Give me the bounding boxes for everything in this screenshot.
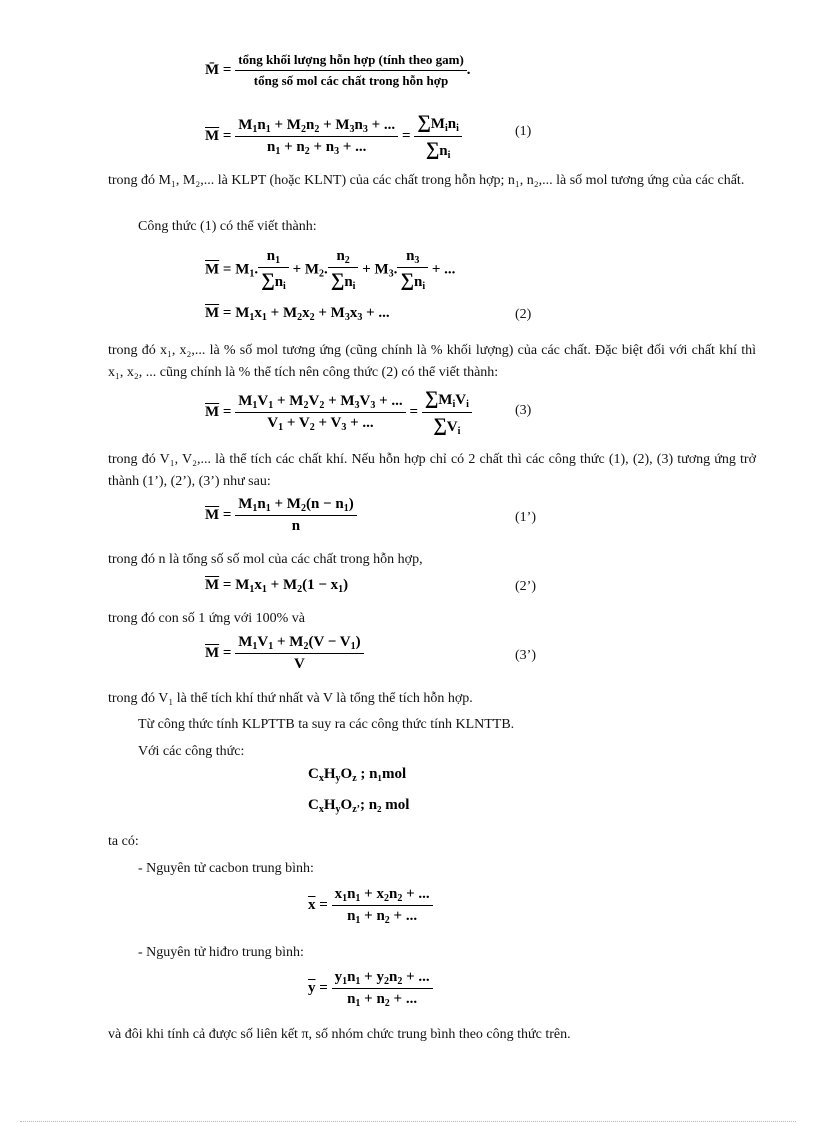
equation-x-bar: $\overline{x}$ = $\frac{x_1n_1 + x_2n_2 + ...}{n_1 + n_2 + ...}$ bbox=[308, 886, 433, 925]
paragraph-4: trong đó V₁, V₂,... là thể tích các chất khí. Nếu hỗn hợp chỉ có 2 chất thì các công thức (1), (2), (3) tương ứng trở thành (1’), (2’), (3’) như sau: bbox=[108, 452, 756, 489]
paragraph-3: trong đó x₁, x₂,... là % số mol tương ứng (cũng chính là % khối lượng) của các chất. Đặc biệt đối với chất khí thì x₁, x₂, ... cũng chính là % thể tích nên công thức (2) có thể viết thành: bbox=[108, 343, 756, 380]
paragraph-1: trong đó M₁, M₂,... là KLPT (hoặc KLNT) của các chất trong hỗn hợp; n₁, n₂,... là số mol tương ứng của các chất. bbox=[108, 173, 745, 188]
eq-3-prime-number: (3’) bbox=[515, 648, 536, 663]
eq-def-numerator: tổng khối lượng hỗn hợp (tính theo gam) bbox=[235, 52, 467, 71]
eq-def-lhs: M̄ = bbox=[205, 61, 232, 78]
formula-b: $C_xH_yO_{z’}$; n₂ mol bbox=[308, 797, 410, 815]
equation-3-prime: $\overline{M}$ = $\frac{M_1V_1 + M_2(V - V_1)}{V}$ bbox=[205, 634, 364, 673]
paragraph-8: Từ công thức tính KLPTTB ta suy ra các công thức tính KLNTTB. bbox=[138, 717, 515, 732]
equation-1-expanded: $\overline{M} = M_1$. $\frac{n_1}{\sum n_i}$ + $M_2$. $\frac{n_2}{\sum n_i}$ + $M_3$. $\frac{n_3}{\sum n_i}$ + ... bbox=[205, 248, 456, 292]
eq-def-period: . bbox=[466, 61, 471, 78]
paragraph-11: - Nguyên tử cacbon trung bình: bbox=[138, 861, 314, 876]
eq-1-number: (1) bbox=[515, 124, 532, 139]
eq-2-prime-number: (2’) bbox=[515, 579, 536, 594]
paragraph-13: và đôi khi tính cả được số liên kết π, số nhóm chức trung bình theo công thức trên. bbox=[108, 1027, 571, 1042]
equation-2-prime: $\overline{M} = M_1x_1 + M_2(1 - x_1)$ bbox=[205, 577, 349, 595]
paragraph-10: ta có: bbox=[108, 834, 139, 849]
paragraph-7: trong đó V₁ là thể tích khí thứ nhất và V là tổng thể tích hỗn hợp. bbox=[108, 691, 473, 706]
paragraph-2: Công thức (1) có thể viết thành: bbox=[138, 219, 317, 234]
equation-1: $\overline{M}$ = $\frac{M_1n_1 + M_2n_2 + M_3n_3 + ...}{n_1 + n_2 + n_3 + ...}$ = $\frac{\sum M_in_i}{\sum n_i}$ bbox=[205, 112, 462, 161]
paragraph-6: trong đó con số 1 ứng với 100% và bbox=[108, 611, 305, 626]
equation-definition bbox=[205, 52, 471, 89]
equation-1-prime: $\overline{M}$ = $\frac{M_1n_1 + M_2(n - n_1)}{n}$ bbox=[205, 496, 357, 535]
paragraph-12: - Nguyên tử hiđro trung bình: bbox=[138, 945, 304, 960]
paragraph-9: Với các công thức: bbox=[138, 744, 245, 759]
eq-def-denominator: tổng số mol các chất trong hỗn hợp bbox=[253, 73, 449, 88]
formula-a-mol: ; n₁mol bbox=[360, 766, 407, 782]
eq-1-prime-number: (1’) bbox=[515, 510, 536, 525]
eq-2-number: (2) bbox=[515, 307, 532, 322]
equation-3: $\overline{M}$ = $\frac{M_1V_1 + M_2V_2 + M_3V_3 + ...}{V_1 + V_2 + V_3 + ...}$ = $\frac{\sum M_iV_i}{\sum V_i}$ bbox=[205, 388, 472, 437]
page-bottom-divider bbox=[20, 1121, 796, 1122]
formula-b-mol: ; n₂ mol bbox=[359, 797, 410, 813]
equation-y-bar: $\overline{y}$ = $\frac{y_1n_1 + y_2n_2 + ...}{n_1 + n_2 + ...}$ bbox=[308, 969, 433, 1008]
paragraph-5: trong đó n là tổng số số mol của các chất trong hỗn hợp, bbox=[108, 552, 423, 567]
formula-a: $C_xH_yO_z$ ; n₁mol bbox=[308, 766, 407, 784]
equation-2: $\overline{M} = M_1x_1 + M_2x_2 + M_3x_3$ + ... bbox=[205, 305, 390, 323]
eq-3-number: (3) bbox=[515, 403, 532, 418]
